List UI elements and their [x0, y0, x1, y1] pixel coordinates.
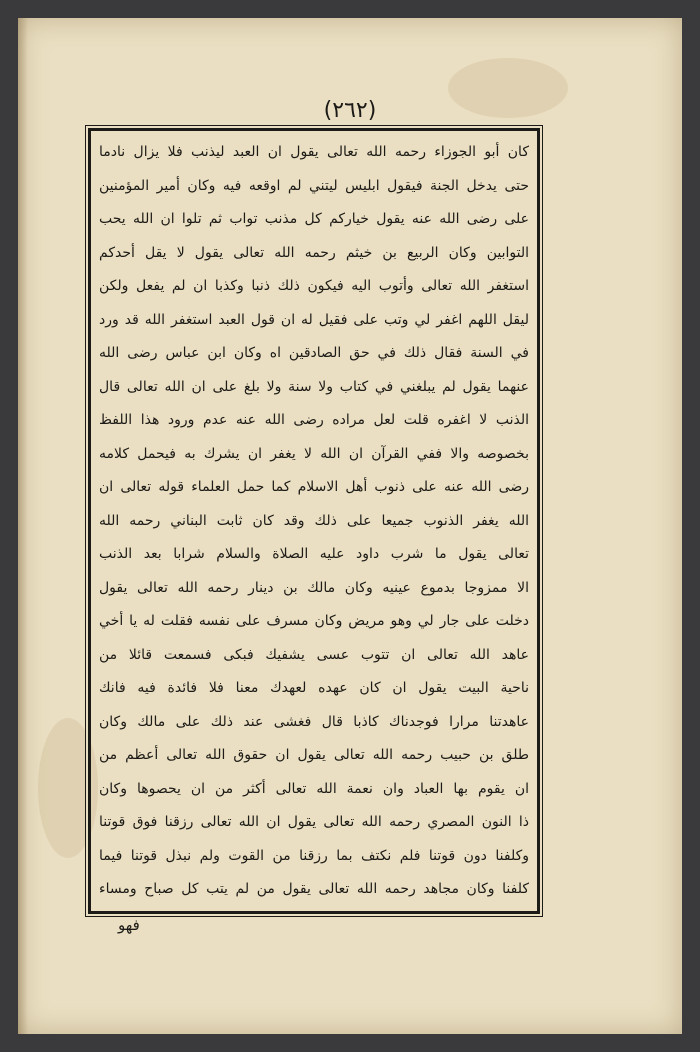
text-line: كان أبو الجوزاء رحمه الله تعالى يقول ان العبد ليذنب فلا يزال نادما: [99, 144, 529, 160]
text-line: وكلفنا دون قوتنا فلم نكتف بما رزقنا من القوت ولم نبذل قوتنا فيما: [99, 847, 529, 864]
text-line: في السنة فقال ذلك في حق الصادقين اه وكان ابن عباس رضى الله: [99, 345, 529, 361]
text-line: ان يقوم بها العباد وان نعمة الله تعالى أكثر من ان يحصوها وكان: [99, 780, 529, 797]
text-line: ناحية البيت يقول ان كان عهده لعهدك معنا فلا فائدة فيه فانك: [99, 680, 529, 696]
catchword: فهو: [118, 916, 140, 934]
page-edge-shadow: [18, 18, 28, 1034]
text-line: الله يغفر الذنوب جميعا على ذلك وقد كان ثابت البناني رحمه الله: [99, 512, 529, 529]
text-line: ذا النون المصري رحمه الله تعالى يقول ان الله تعالى رزقنا فوق قوتنا: [99, 814, 529, 830]
text-line: رضى الله عنه على ذنوب أهل الاسلام كما حمل العلماء قوله تعالى ان: [99, 479, 529, 495]
text-line: استغفر الله تعالى وأتوب اليه فيكون ذلك ذنبا وكذبا ان لم يفعل ولكن: [99, 278, 529, 294]
text-line: كلفنا وكان مجاهد رحمه الله تعالى يقول من لم يتب كل صباح ومساء: [99, 881, 529, 897]
text-line: على رضى الله عنه يقول خياركم كل مذنب تواب ثم تلوا ان الله يحب: [99, 211, 529, 227]
text-line: دخلت على جار لي وهو مريض وكان مسرف على نفسه فقلت له يا أخي: [99, 613, 529, 629]
text-line: تعالى يقول ما شرب داود عليه الصلاة والسلام شرابا بعد الذنب: [99, 546, 529, 562]
text-line: عنهما يقول لم يبلغني في كتاب ولا سنة ولا بلغ على ان الله تعالى قال: [99, 378, 529, 395]
text-line: الا ممزوجا بدموع عينيه وكان مالك بن دينار رحمه الله تعالى يقول: [99, 579, 529, 596]
text-line: طلق بن حبيب رحمه الله تعالى يقول ان حقوق الله تعالى أعظم من: [99, 747, 529, 763]
text-line: عاهد الله تعالى ان تتوب عسى يشفيك فبكى فسمعت قائلا من: [99, 646, 529, 663]
book-page: [18, 18, 682, 1034]
text-line: ليقل اللهم اغفر لي وتب على فقيل له ان قول العبد استغفر الله قد ورد: [99, 311, 529, 328]
text-line: الذنب لا اغفره قلت لعل مراده رضى الله عنه عدم ورود هذا اللفظ: [99, 412, 529, 428]
text-block-frame: [88, 128, 540, 914]
text-line: عاهدتنا مرارا فوجدناك كاذبا قال فغشى عند ذلك على مالك وكان: [99, 713, 529, 730]
page-number: (٢٦٢): [323, 98, 377, 123]
text-line: حتى يدخل الجنة فيقول ابليس ليتني لم اوقعه فيه وكان أمير المؤمنين: [99, 177, 529, 194]
text-line: بخصوصه والا ففي القرآن ان الله لا يغفر ان يشرك به فيحمل كلامه: [99, 445, 529, 462]
text-block: [99, 139, 529, 903]
text-line: التوابين وكان الربيع بن خيثم رحمه الله تعالى يقول لا يقل أحدكم: [99, 244, 529, 261]
